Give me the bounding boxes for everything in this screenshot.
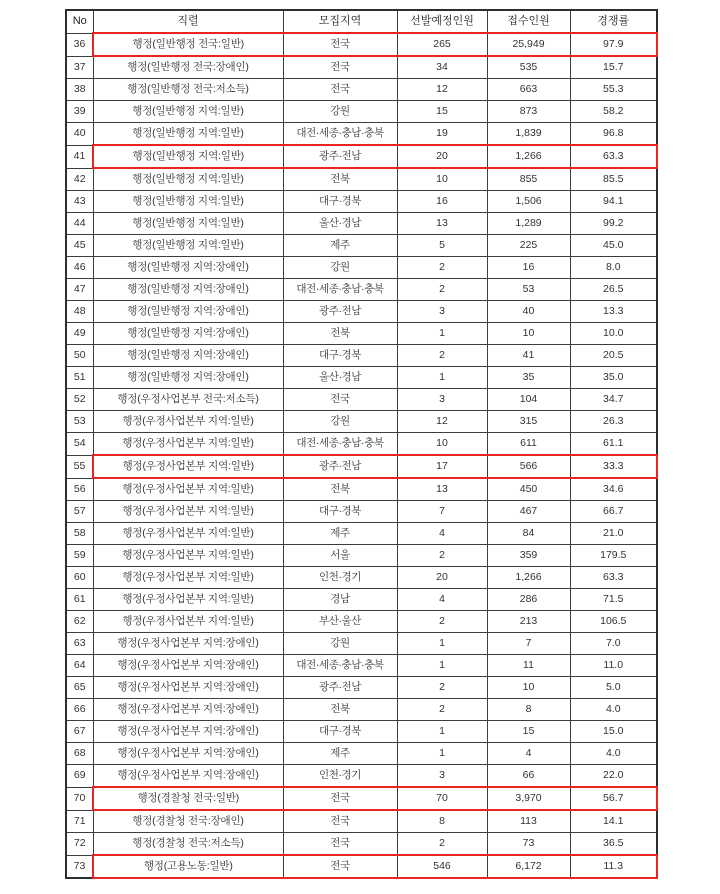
cell-applicants: 3,970 [487,787,570,810]
cell-rate: 11.3 [570,855,657,878]
cell-applicants: 104 [487,389,570,411]
table-row [66,833,657,856]
cell-planned: 2 [397,611,487,633]
competition-table [65,9,658,879]
cell-no: 57 [66,501,93,523]
cell-no: 62 [66,611,93,633]
cell-series: 행정(일반행정 전국:저소득) [93,79,283,101]
cell-applicants: 611 [487,433,570,456]
cell-applicants: 1,506 [487,191,570,213]
table-row [66,145,657,168]
cell-rate: 63.3 [570,145,657,168]
cell-series: 행정(고용노동:일반) [93,855,283,878]
cell-no: 67 [66,721,93,743]
cell-planned: 3 [397,765,487,788]
cell-planned: 17 [397,455,487,478]
cell-applicants: 213 [487,611,570,633]
cell-no: 52 [66,389,93,411]
cell-region: 강원 [283,257,397,279]
cell-applicants: 450 [487,478,570,501]
cell-no: 41 [66,145,93,168]
cell-planned: 20 [397,145,487,168]
cell-planned: 70 [397,787,487,810]
cell-rate: 20.5 [570,345,657,367]
cell-applicants: 873 [487,101,570,123]
cell-rate: 33.3 [570,455,657,478]
cell-applicants: 10 [487,677,570,699]
cell-rate: 22.0 [570,765,657,788]
table-row [66,345,657,367]
cell-applicants: 53 [487,279,570,301]
table-row [66,721,657,743]
table-row [66,213,657,235]
cell-applicants: 359 [487,545,570,567]
cell-rate: 4.0 [570,743,657,765]
cell-applicants: 84 [487,523,570,545]
cell-rate: 94.1 [570,191,657,213]
cell-series: 행정(일반행정 지역:일반) [93,168,283,191]
cell-planned: 15 [397,101,487,123]
cell-rate: 71.5 [570,589,657,611]
cell-no: 43 [66,191,93,213]
cell-no: 68 [66,743,93,765]
cell-applicants: 15 [487,721,570,743]
cell-rate: 35.0 [570,367,657,389]
cell-planned: 12 [397,79,487,101]
table-row [66,501,657,523]
cell-rate: 34.7 [570,389,657,411]
column-header-region: 모집지역 [283,10,397,33]
table-row [66,455,657,478]
cell-applicants: 225 [487,235,570,257]
cell-series: 행정(우정사업본부 지역:일반) [93,433,283,456]
cell-applicants: 467 [487,501,570,523]
cell-series: 행정(우정사업본부 지역:장애인) [93,765,283,788]
cell-region: 광주·전남 [283,145,397,168]
cell-no: 39 [66,101,93,123]
table-row [66,389,657,411]
cell-no: 38 [66,79,93,101]
table-row [66,699,657,721]
cell-region: 전북 [283,699,397,721]
cell-series: 행정(우정사업본부 지역:일반) [93,523,283,545]
cell-planned: 10 [397,433,487,456]
cell-no: 69 [66,765,93,788]
cell-region: 전국 [283,56,397,79]
cell-region: 전북 [283,168,397,191]
cell-planned: 3 [397,389,487,411]
cell-planned: 1 [397,655,487,677]
cell-no: 59 [66,545,93,567]
cell-planned: 1 [397,367,487,389]
cell-planned: 13 [397,213,487,235]
cell-rate: 34.6 [570,478,657,501]
cell-series: 행정(우정사업본부 지역:일반) [93,611,283,633]
cell-region: 전국 [283,79,397,101]
cell-region: 강원 [283,411,397,433]
cell-planned: 13 [397,478,487,501]
cell-region: 인천·경기 [283,765,397,788]
cell-no: 46 [66,257,93,279]
cell-no: 53 [66,411,93,433]
cell-series: 행정(우정사업본부 전국:저소득) [93,389,283,411]
cell-rate: 8.0 [570,257,657,279]
cell-region: 광주·전남 [283,677,397,699]
cell-rate: 56.7 [570,787,657,810]
cell-region: 대전·세종·충남·충북 [283,123,397,146]
cell-applicants: 66 [487,765,570,788]
cell-region: 전국 [283,787,397,810]
table-row [66,787,657,810]
cell-rate: 63.3 [570,567,657,589]
cell-series: 행정(우정사업본부 지역:장애인) [93,721,283,743]
cell-no: 66 [66,699,93,721]
cell-rate: 10.0 [570,323,657,345]
table-row [66,677,657,699]
cell-series: 행정(일반행정 지역:장애인) [93,257,283,279]
cell-series: 행정(경찰청 전국:장애인) [93,810,283,833]
cell-no: 44 [66,213,93,235]
column-header-rate: 경쟁률 [570,10,657,33]
cell-planned: 8 [397,810,487,833]
cell-rate: 36.5 [570,833,657,856]
cell-no: 73 [66,855,93,878]
cell-applicants: 10 [487,323,570,345]
cell-applicants: 11 [487,655,570,677]
table-header [66,10,657,33]
cell-series: 행정(우정사업본부 지역:일반) [93,589,283,611]
cell-no: 49 [66,323,93,345]
table-row [66,478,657,501]
cell-rate: 15.0 [570,721,657,743]
cell-series: 행정(우정사업본부 지역:일반) [93,478,283,501]
cell-no: 65 [66,677,93,699]
table-row [66,765,657,788]
table-row [66,411,657,433]
cell-region: 대구·경북 [283,721,397,743]
table-row [66,168,657,191]
cell-series: 행정(경찰청 전국:일반) [93,787,283,810]
cell-applicants: 25,949 [487,33,570,56]
column-header-planned: 선발예정인원 [397,10,487,33]
cell-planned: 20 [397,567,487,589]
cell-rate: 55.3 [570,79,657,101]
cell-rate: 58.2 [570,101,657,123]
table-row [66,257,657,279]
cell-no: 56 [66,478,93,501]
cell-region: 광주·전남 [283,455,397,478]
cell-region: 부산·울산 [283,611,397,633]
cell-no: 51 [66,367,93,389]
cell-applicants: 663 [487,79,570,101]
cell-series: 행정(우정사업본부 지역:장애인) [93,633,283,655]
cell-applicants: 1,266 [487,145,570,168]
cell-region: 울산·경남 [283,367,397,389]
cell-region: 대구·경북 [283,345,397,367]
cell-applicants: 7 [487,633,570,655]
cell-rate: 99.2 [570,213,657,235]
cell-rate: 11.0 [570,655,657,677]
cell-series: 행정(우정사업본부 지역:일반) [93,411,283,433]
cell-planned: 2 [397,257,487,279]
cell-planned: 2 [397,545,487,567]
table-row [66,655,657,677]
cell-region: 전국 [283,810,397,833]
table-body [66,33,657,878]
cell-series: 행정(우정사업본부 지역:장애인) [93,743,283,765]
cell-no: 70 [66,787,93,810]
cell-rate: 179.5 [570,545,657,567]
cell-planned: 4 [397,523,487,545]
cell-region: 서울 [283,545,397,567]
cell-region: 대전·세종·충남·충북 [283,433,397,456]
cell-series: 행정(우정사업본부 지역:일반) [93,455,283,478]
table-row [66,367,657,389]
cell-applicants: 113 [487,810,570,833]
table-row [66,611,657,633]
cell-no: 58 [66,523,93,545]
cell-series: 행정(우정사업본부 지역:일반) [93,501,283,523]
cell-applicants: 1,289 [487,213,570,235]
cell-planned: 2 [397,833,487,856]
cell-rate: 85.5 [570,168,657,191]
cell-rate: 26.5 [570,279,657,301]
cell-planned: 2 [397,345,487,367]
cell-region: 전국 [283,833,397,856]
cell-region: 강원 [283,101,397,123]
column-header-applicants: 접수인원 [487,10,570,33]
cell-applicants: 566 [487,455,570,478]
cell-series: 행정(일반행정 지역:일반) [93,235,283,257]
table-row [66,33,657,56]
cell-series: 행정(일반행정 전국:장애인) [93,56,283,79]
table-row [66,123,657,146]
cell-series: 행정(우정사업본부 지역:일반) [93,567,283,589]
cell-region: 전북 [283,478,397,501]
column-header-no: No [66,10,93,33]
cell-region: 제주 [283,523,397,545]
cell-region: 대전·세종·충남·충북 [283,279,397,301]
cell-rate: 21.0 [570,523,657,545]
cell-applicants: 315 [487,411,570,433]
cell-applicants: 1,266 [487,567,570,589]
table-row [66,855,657,878]
table-row [66,589,657,611]
cell-planned: 1 [397,323,487,345]
cell-no: 40 [66,123,93,146]
cell-rate: 4.0 [570,699,657,721]
table-row [66,235,657,257]
cell-region: 제주 [283,743,397,765]
cell-applicants: 855 [487,168,570,191]
table-row [66,545,657,567]
cell-rate: 13.3 [570,301,657,323]
table-row [66,433,657,456]
table-row [66,323,657,345]
cell-region: 광주·전남 [283,301,397,323]
cell-series: 행정(우정사업본부 지역:장애인) [93,655,283,677]
cell-no: 60 [66,567,93,589]
cell-planned: 1 [397,633,487,655]
table-row [66,191,657,213]
cell-region: 전국 [283,33,397,56]
cell-rate: 61.1 [570,433,657,456]
cell-no: 72 [66,833,93,856]
cell-applicants: 286 [487,589,570,611]
cell-region: 제주 [283,235,397,257]
table-row [66,101,657,123]
cell-planned: 10 [397,168,487,191]
cell-region: 인천·경기 [283,567,397,589]
cell-region: 대구·경북 [283,501,397,523]
cell-series: 행정(일반행정 지역:장애인) [93,367,283,389]
cell-no: 50 [66,345,93,367]
cell-applicants: 1,839 [487,123,570,146]
cell-no: 55 [66,455,93,478]
table-row [66,567,657,589]
cell-planned: 2 [397,677,487,699]
cell-series: 행정(일반행정 지역:일반) [93,145,283,168]
cell-no: 42 [66,168,93,191]
cell-planned: 546 [397,855,487,878]
table-row [66,56,657,79]
cell-rate: 96.8 [570,123,657,146]
cell-no: 36 [66,33,93,56]
cell-applicants: 8 [487,699,570,721]
cell-no: 63 [66,633,93,655]
cell-series: 행정(일반행정 지역:장애인) [93,345,283,367]
cell-applicants: 40 [487,301,570,323]
cell-no: 47 [66,279,93,301]
cell-planned: 2 [397,279,487,301]
cell-series: 행정(일반행정 지역:일반) [93,101,283,123]
cell-region: 전국 [283,389,397,411]
cell-series: 행정(일반행정 전국:일반) [93,33,283,56]
table-row [66,279,657,301]
cell-no: 61 [66,589,93,611]
cell-rate: 5.0 [570,677,657,699]
cell-planned: 34 [397,56,487,79]
cell-rate: 15.7 [570,56,657,79]
cell-applicants: 6,172 [487,855,570,878]
cell-no: 64 [66,655,93,677]
cell-planned: 4 [397,589,487,611]
cell-rate: 66.7 [570,501,657,523]
table-row [66,810,657,833]
cell-rate: 26.3 [570,411,657,433]
cell-applicants: 73 [487,833,570,856]
cell-rate: 7.0 [570,633,657,655]
cell-series: 행정(일반행정 지역:장애인) [93,323,283,345]
table-row [66,523,657,545]
cell-region: 울산·경남 [283,213,397,235]
cell-planned: 16 [397,191,487,213]
cell-applicants: 41 [487,345,570,367]
cell-series: 행정(우정사업본부 지역:일반) [93,545,283,567]
cell-applicants: 35 [487,367,570,389]
cell-rate: 97.9 [570,33,657,56]
cell-series: 행정(일반행정 지역:일반) [93,213,283,235]
cell-planned: 19 [397,123,487,146]
cell-rate: 14.1 [570,810,657,833]
cell-region: 전북 [283,323,397,345]
cell-planned: 3 [397,301,487,323]
cell-no: 54 [66,433,93,456]
cell-rate: 45.0 [570,235,657,257]
cell-no: 48 [66,301,93,323]
cell-planned: 265 [397,33,487,56]
cell-region: 대구·경북 [283,191,397,213]
table-row [66,79,657,101]
cell-planned: 12 [397,411,487,433]
cell-region: 대전·세종·충남·충북 [283,655,397,677]
cell-planned: 5 [397,235,487,257]
table-row [66,301,657,323]
cell-planned: 7 [397,501,487,523]
cell-series: 행정(우정사업본부 지역:장애인) [93,699,283,721]
column-header-series: 직렬 [93,10,283,33]
cell-no: 45 [66,235,93,257]
header-row [66,10,657,33]
cell-no: 37 [66,56,93,79]
cell-rate: 106.5 [570,611,657,633]
cell-series: 행정(일반행정 지역:장애인) [93,301,283,323]
cell-region: 경남 [283,589,397,611]
cell-planned: 1 [397,721,487,743]
cell-series: 행정(일반행정 지역:일반) [93,123,283,146]
cell-applicants: 535 [487,56,570,79]
cell-series: 행정(일반행정 지역:일반) [93,191,283,213]
cell-no: 71 [66,810,93,833]
cell-region: 전국 [283,855,397,878]
cell-planned: 1 [397,743,487,765]
cell-region: 강원 [283,633,397,655]
table-row [66,743,657,765]
cell-series: 행정(경찰청 전국:저소득) [93,833,283,856]
cell-applicants: 16 [487,257,570,279]
cell-series: 행정(우정사업본부 지역:장애인) [93,677,283,699]
table-row [66,633,657,655]
cell-series: 행정(일반행정 지역:장애인) [93,279,283,301]
cell-applicants: 4 [487,743,570,765]
cell-planned: 2 [397,699,487,721]
